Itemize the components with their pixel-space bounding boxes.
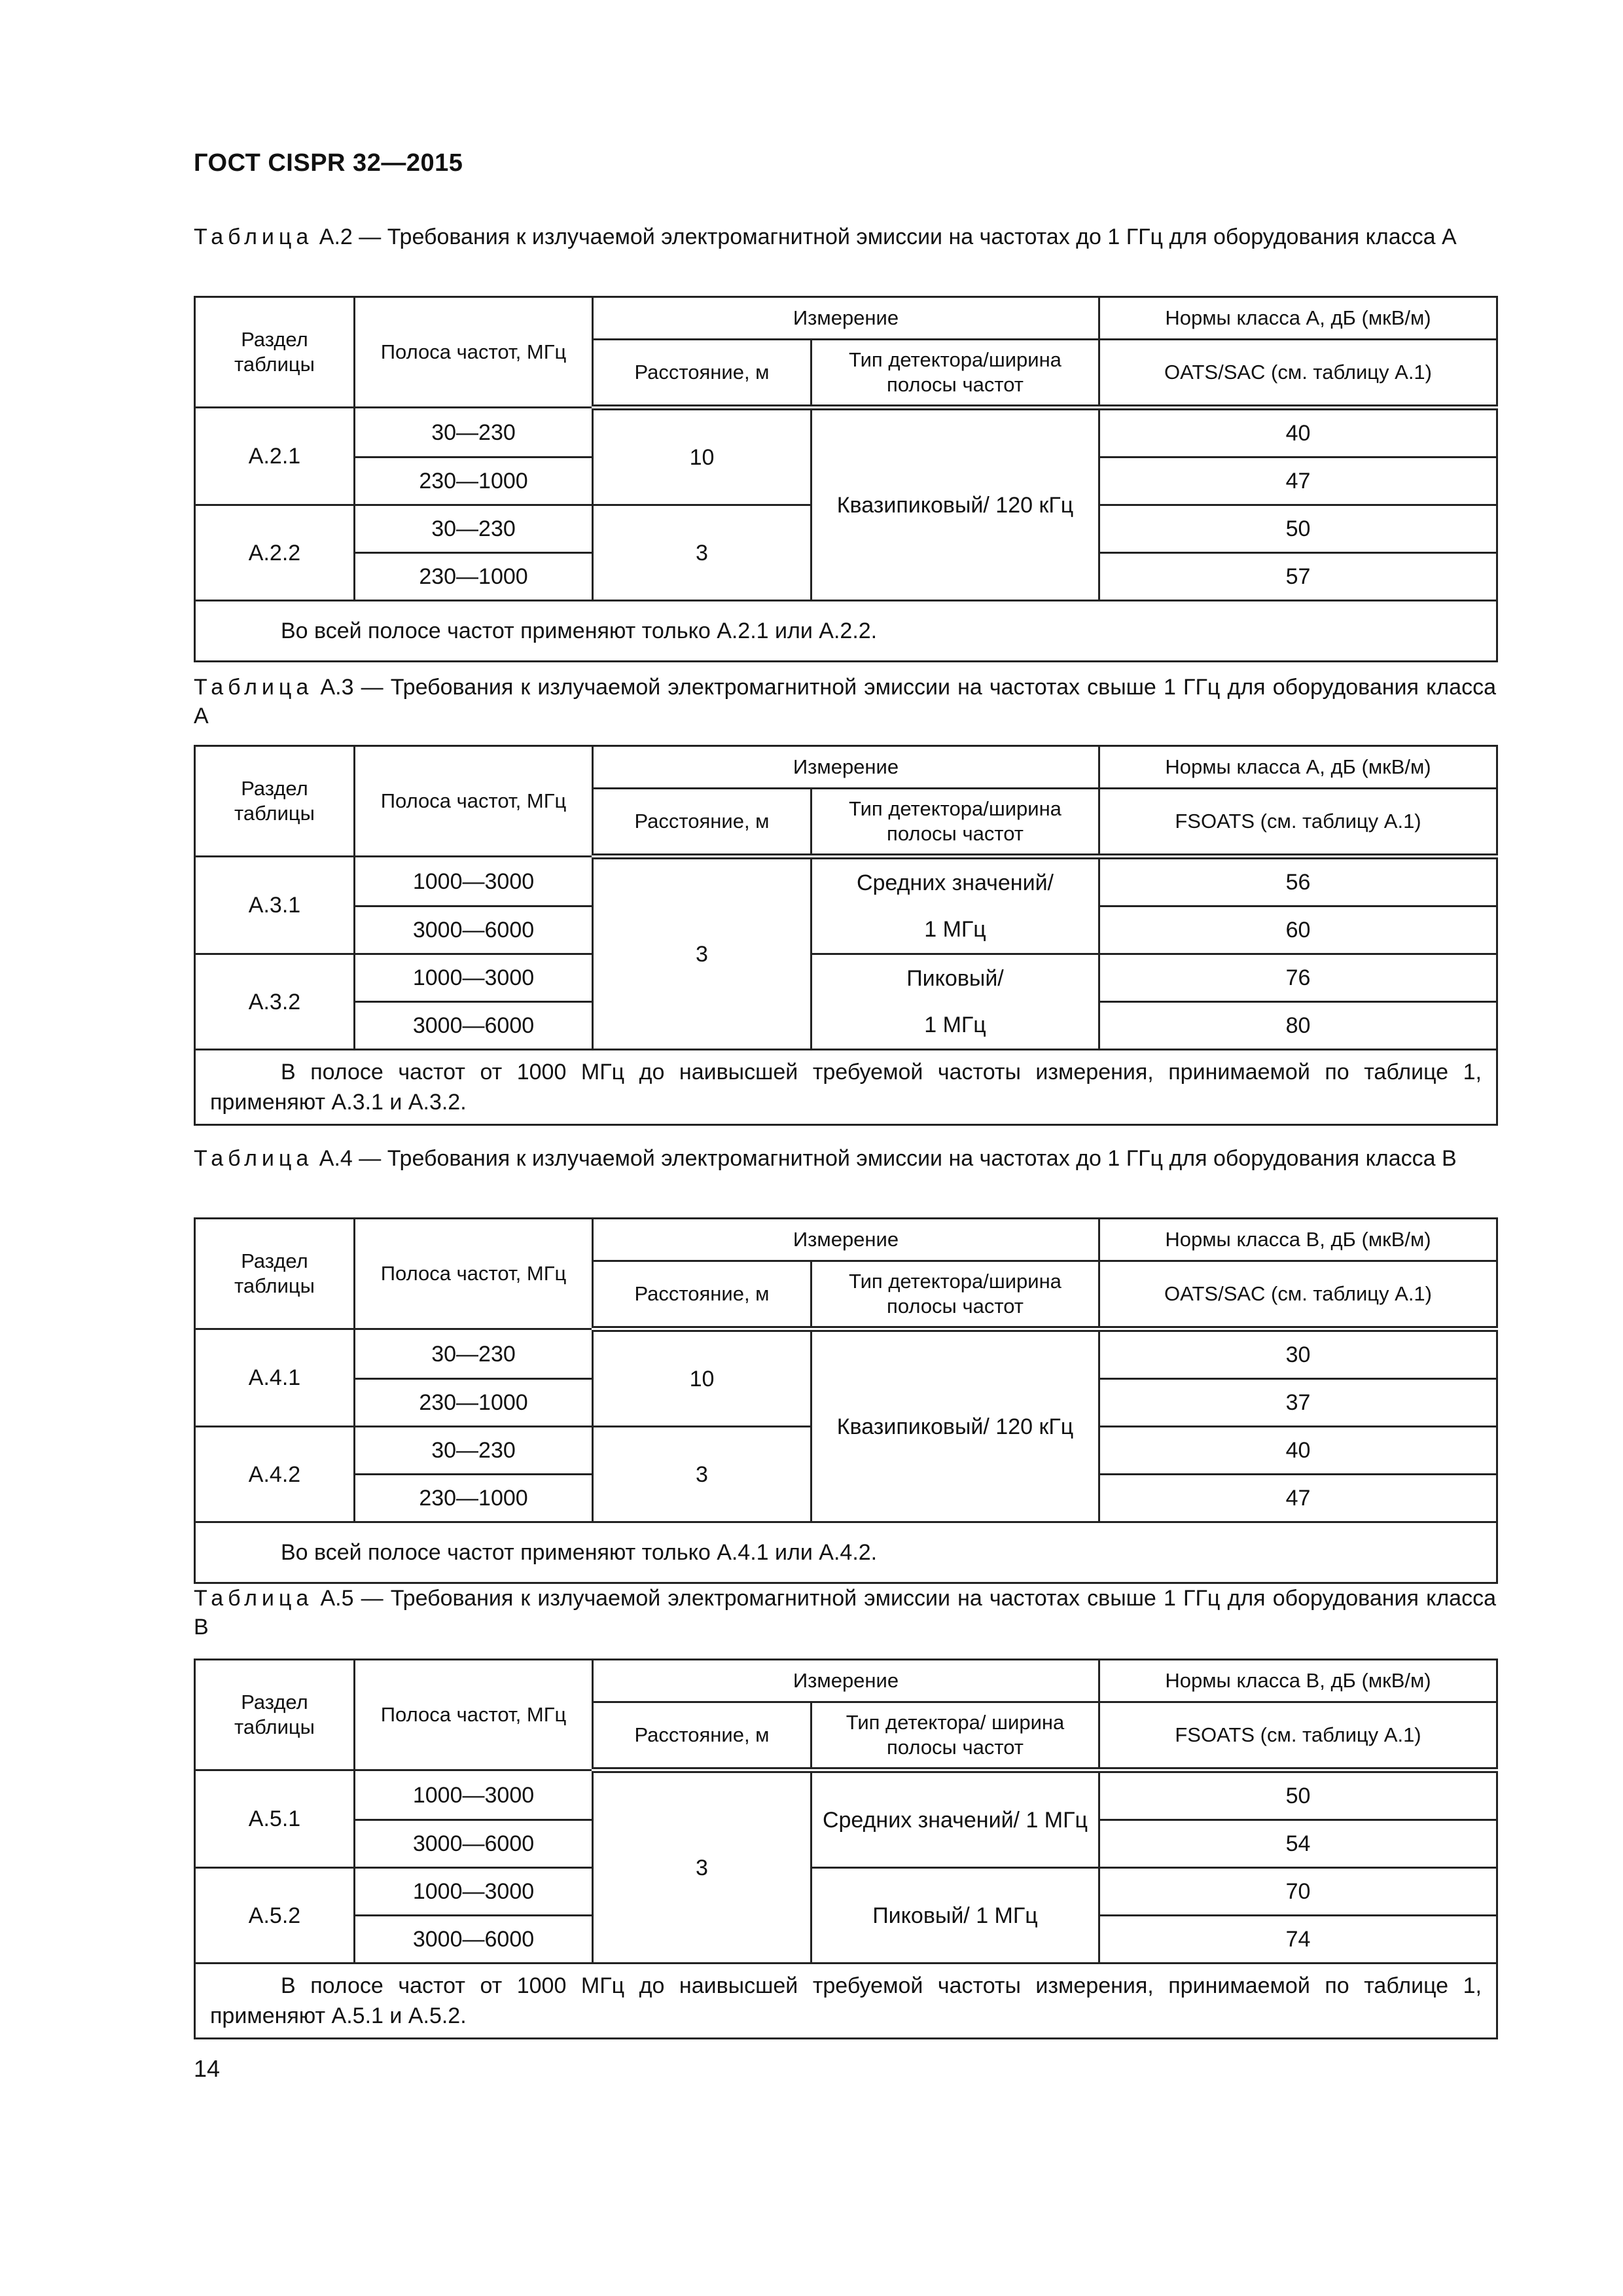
cell-detector: Пиковый/ [812, 954, 1099, 1002]
cell-section: А.4.2 [195, 1427, 355, 1522]
header-norms: Нормы класса А, дБ (мкВ/м) [1099, 297, 1497, 340]
table-label: Таблица [194, 1146, 313, 1171]
cell-band: 30—230 [355, 408, 593, 457]
cell-band: 1000—3000 [355, 954, 593, 1002]
header-norms: Нормы класса А, дБ (мкВ/м) [1099, 746, 1497, 789]
cell-limit: 37 [1099, 1379, 1497, 1427]
table-a5 [194, 1659, 1498, 2039]
cell-limit: 70 [1099, 1868, 1497, 1916]
note-text: Во всей полосе частот применяют только А.2.1 или А.2.2. [281, 619, 878, 643]
cell-limit: 80 [1099, 1002, 1497, 1050]
table-label: Таблица [194, 675, 313, 700]
header-section: Раздел таблицы [195, 1660, 355, 1770]
table-label: Таблица [194, 224, 313, 249]
cell-distance: 3 [593, 505, 812, 601]
cell-band: 1000—3000 [355, 1770, 593, 1820]
cell-limit: 40 [1099, 1427, 1497, 1475]
table-note [195, 1964, 1497, 2039]
table-title: А.3 — Требования к излучаемой электромагнитной эмиссии на частотах свыше 1 ГГц для оборудования класса А [194, 675, 1496, 728]
cell-band: 230—1000 [355, 457, 593, 505]
cell-distance: 10 [593, 408, 812, 505]
header-measurement: Измерение [593, 297, 1099, 340]
table-title: А.5 — Требования к излучаемой электромагнитной эмиссии на частотах свыше 1 ГГц для оборудования класса В [194, 1586, 1496, 1640]
cell-limit: 47 [1099, 457, 1497, 505]
cell-band: 230—1000 [355, 1379, 593, 1427]
cell-band: 3000—6000 [355, 1002, 593, 1050]
cell-limit: 57 [1099, 553, 1497, 601]
header-measurement: Измерение [593, 1660, 1099, 1702]
cell-section: А.3.2 [195, 954, 355, 1050]
cell-limit: 40 [1099, 408, 1497, 457]
table-a3 [194, 745, 1498, 1126]
note-text: В полосе частот от 1000 МГц до наивысшей требуемой частоты измерения, принимаемой по таблице 1, применяют А.5.1 и А.5.2. [210, 1973, 1482, 2028]
header-detector: Тип детектора/ширина полосы частот [812, 340, 1099, 408]
header-band: Полоса частот, МГц [355, 1660, 593, 1770]
cell-distance: 3 [593, 1770, 812, 1964]
table-a2-caption [194, 223, 1496, 251]
header-measurement: Измерение [593, 746, 1099, 789]
cell-detector: Квазипиковый/ 120 кГц [812, 1329, 1099, 1522]
cell-limit: 50 [1099, 505, 1497, 553]
header-norms: Нормы класса В, дБ (мкВ/м) [1099, 1219, 1497, 1261]
cell-section: А.5.1 [195, 1770, 355, 1868]
cell-detector: Средних значений/ 1 МГц [812, 1770, 1099, 1868]
header-distance: Расстояние, м [593, 340, 812, 408]
header-section: Раздел таблицы [195, 297, 355, 408]
table-a3-caption [194, 673, 1496, 730]
header-detector: Тип детектора/ширина полосы частот [812, 1261, 1099, 1329]
cell-limit: 50 [1099, 1770, 1497, 1820]
cell-limit: 56 [1099, 857, 1497, 906]
cell-detector: Пиковый/ 1 МГц [812, 1868, 1099, 1964]
table-a4-caption [194, 1144, 1496, 1173]
cell-band: 1000—3000 [355, 1868, 593, 1916]
cell-limit: 54 [1099, 1820, 1497, 1868]
header-detector: Тип детектора/ ширина полосы частот [812, 1702, 1099, 1770]
header-distance: Расстояние, м [593, 1261, 812, 1329]
cell-distance: 3 [593, 857, 812, 1050]
header-measurement: Измерение [593, 1219, 1099, 1261]
header-section: Раздел таблицы [195, 1219, 355, 1329]
cell-band: 230—1000 [355, 1475, 593, 1522]
cell-band: 3000—6000 [355, 1820, 593, 1868]
cell-distance: 3 [593, 1427, 812, 1522]
table-a5-caption [194, 1584, 1496, 1641]
header-band: Полоса частот, МГц [355, 1219, 593, 1329]
cell-band: 230—1000 [355, 553, 593, 601]
header-distance: Расстояние, м [593, 1702, 812, 1770]
table-title: А.4 — Требования к излучаемой электромагнитной эмиссии на частотах до 1 ГГц для оборудования класса В [319, 1146, 1457, 1171]
cell-detector: Квазипиковый/ 120 кГц [812, 408, 1099, 601]
cell-section: А.2.1 [195, 408, 355, 505]
header-distance: Расстояние, м [593, 789, 812, 857]
cell-limit: 60 [1099, 906, 1497, 954]
header-section: Раздел таблицы [195, 746, 355, 857]
cell-detector: 1 МГц [812, 906, 1099, 954]
table-note [195, 1050, 1497, 1125]
table-note [195, 601, 1497, 662]
table-a4 [194, 1217, 1498, 1584]
cell-band: 3000—6000 [355, 906, 593, 954]
header-band: Полоса частот, МГц [355, 746, 593, 857]
header-site: FSOATS (см. таблицу А.1) [1099, 1702, 1497, 1770]
cell-band: 1000—3000 [355, 857, 593, 906]
cell-limit: 30 [1099, 1329, 1497, 1379]
table-note [195, 1522, 1497, 1583]
cell-limit: 47 [1099, 1475, 1497, 1522]
note-text: В полосе частот от 1000 МГц до наивысшей требуемой частоты измерения, принимаемой по таблице 1, применяют А.3.1 и А.3.2. [210, 1060, 1482, 1115]
header-site: FSOATS (см. таблицу А.1) [1099, 789, 1497, 857]
cell-band: 30—230 [355, 1427, 593, 1475]
cell-section: А.2.2 [195, 505, 355, 601]
cell-detector: Средних значений/ [812, 857, 1099, 906]
cell-limit: 74 [1099, 1916, 1497, 1964]
header-detector: Тип детектора/ширина полосы частот [812, 789, 1099, 857]
cell-section: А.5.2 [195, 1868, 355, 1964]
document-header: ГОСТ CISPR 32—2015 [194, 149, 463, 177]
cell-distance: 10 [593, 1329, 812, 1427]
header-site: OATS/SAC (см. таблицу А.1) [1099, 340, 1497, 408]
cell-limit: 76 [1099, 954, 1497, 1002]
page-number: 14 [194, 2055, 221, 2082]
table-label: Таблица [194, 1586, 313, 1611]
cell-band: 30—230 [355, 1329, 593, 1379]
cell-section: А.4.1 [195, 1329, 355, 1427]
cell-section: А.3.1 [195, 857, 355, 954]
table-title: А.2 — Требования к излучаемой электромагнитной эмиссии на частотах до 1 ГГц для оборудования класса А [319, 224, 1457, 249]
header-site: OATS/SAC (см. таблицу А.1) [1099, 1261, 1497, 1329]
table-a2 [194, 296, 1498, 662]
cell-detector: 1 МГц [812, 1002, 1099, 1050]
cell-band: 30—230 [355, 505, 593, 553]
header-norms: Нормы класса В, дБ (мкВ/м) [1099, 1660, 1497, 1702]
note-text: Во всей полосе частот применяют только А.4.1 или А.4.2. [281, 1540, 878, 1565]
cell-band: 3000—6000 [355, 1916, 593, 1964]
header-band: Полоса частот, МГц [355, 297, 593, 408]
